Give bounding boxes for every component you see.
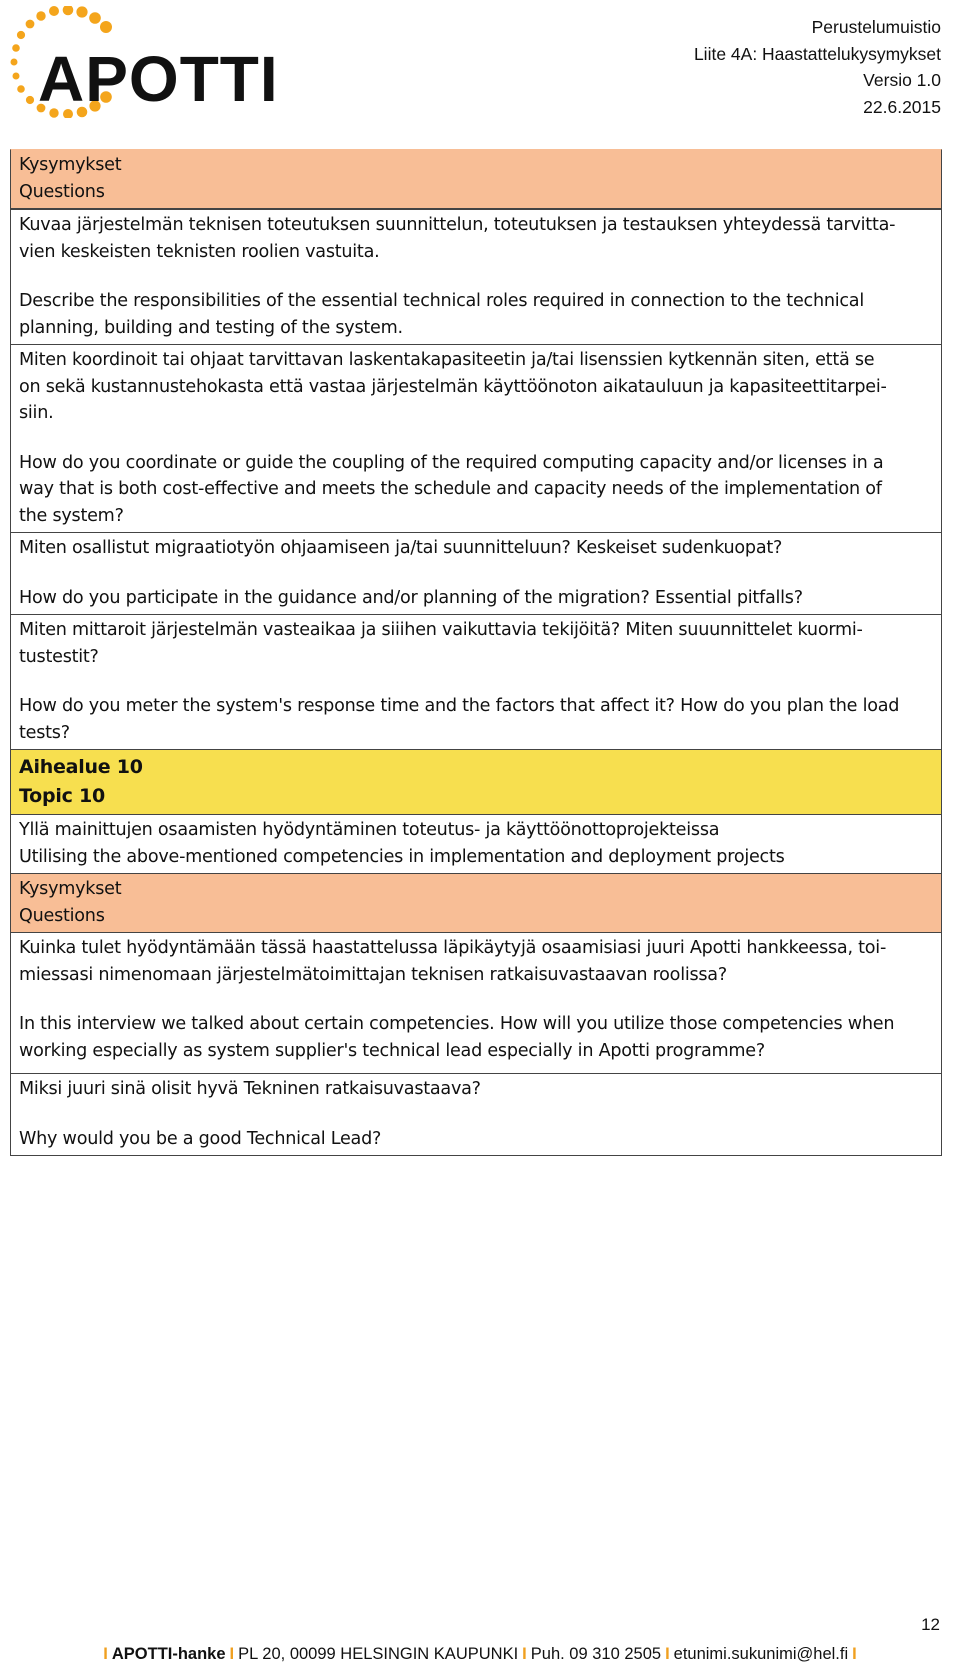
footer-separator: I [852, 1645, 857, 1663]
question-row [10, 533, 942, 615]
question-en-line: tests? [19, 722, 70, 743]
footer-phone: Puh. 09 310 2505 [530, 1645, 662, 1663]
footer-separator: I [522, 1645, 527, 1663]
version-label: Versio 1.0 [863, 70, 941, 90]
question-en-line: the system? [19, 505, 124, 526]
question-en-line: In this interview we talked about certain competencies. How will you utilize those competencies when [19, 1014, 895, 1034]
questions-header-row [10, 149, 942, 209]
questions-header-row [10, 874, 942, 933]
page-header [0, 0, 960, 140]
apotti-logo [8, 6, 279, 118]
logo-wordmark: APOTTI [38, 43, 279, 115]
question-row [10, 209, 942, 345]
topic-label-fi: Aihealue 10 [19, 756, 143, 778]
question-row [10, 1074, 942, 1156]
question-row [10, 345, 942, 533]
questions-label-en: Questions [19, 181, 105, 202]
topic-header-row [10, 750, 942, 815]
question-fi-line: Miten mittaroit järjestelmän vasteaikaa ja siiihen vaikuttavia tekijöitä? Miten suuunnittelet kuormi- [19, 620, 863, 640]
question-fi-line: miessasi nimenomaan järjestelmätoimittajan teknisen ratkaisuvastaavan roolissa? [19, 964, 727, 985]
question-en-line: way that is both cost-effective and meets the schedule and capacity needs of the implementation of [19, 479, 882, 499]
question-row [10, 933, 942, 1074]
question-en-line: working especially as system supplier's technical lead especially in Apotti programme? [19, 1040, 765, 1061]
footer-separator: I [103, 1645, 108, 1663]
question-en-line: planning, building and testing of the system. [19, 317, 403, 338]
question-fi-line: Kuinka tulet hyödyntämään tässä haastattelussa läpikäytyjä osaamisiasi juuri Apotti hankkeessa, toi- [19, 938, 887, 958]
topic-label-en: Topic 10 [19, 785, 105, 807]
questions-label-fi: Kysymykset [19, 155, 122, 175]
footer-email: etunimi.sukunimi@hel.fi [673, 1645, 849, 1663]
doc-title: Perustelumuistio [811, 17, 941, 37]
question-en-line: How do you participate in the guidance and/or planning of the migration? Essential pitfalls? [19, 587, 803, 608]
page-number: 12 [921, 1615, 940, 1634]
footer-separator: I [665, 1645, 670, 1663]
document-meta [694, 14, 941, 120]
date-label: 22.6.2015 [863, 96, 941, 117]
question-en-line: How do you meter the system's response time and the factors that affect it? How do you plan the load [19, 696, 900, 716]
question-en-line: Why would you be a good Technical Lead? [19, 1128, 382, 1149]
topic-description-fi: Yllä mainittujen osaamisten hyödyntäminen toteutus- ja käyttöönottoprojekteissa [19, 820, 720, 840]
question-fi-line: Kuvaa järjestelmän teknisen toteutuksen suunnittelun, toteutuksen ja testauksen yhteydessä tarvitta- [19, 215, 896, 235]
question-fi-line: vien keskeisten teknisten roolien vastuita. [19, 241, 380, 262]
question-fi-line: Miksi juuri sinä olisit hyvä Tekninen ratkaisuvastaava? [19, 1079, 481, 1099]
questions-label-en: Questions [19, 905, 105, 926]
questions-label-fi: Kysymykset [19, 879, 122, 899]
question-fi-line: tustestit? [19, 646, 99, 667]
topic-description-row [10, 815, 942, 874]
questions-table [10, 149, 942, 1156]
question-row [10, 615, 942, 750]
question-fi-line: Miten osallistut migraatiotyön ohjaamiseen ja/tai suunnitteluun? Keskeiset sudenkuopat? [19, 538, 783, 558]
appendix-title: Liite 4A: Haastattelukysymykset [693, 43, 941, 64]
footer-address: PL 20, 00099 HELSINGIN KAUPUNKI [238, 1645, 519, 1663]
footer-brand: APOTTI-hanke [111, 1645, 226, 1663]
footer-separator: I [229, 1645, 235, 1663]
question-fi-line: siin. [19, 403, 54, 423]
question-en-line: How do you coordinate or guide the coupling of the required computing capacity and/or licenses in a [19, 452, 884, 473]
question-fi-line: on sekä kustannustehokasta että vastaa järjestelmän käyttöönoton aikatauluun ja kapasiteettitarpei- [19, 376, 887, 397]
question-fi-line: Miten koordinoit tai ohjaat tarvittavan laskentakapasiteetin ja/tai lisenssien kytkennän siten, että se [19, 350, 875, 370]
question-en-line: Describe the responsibilities of the essential technical roles required in connection to the technical [19, 291, 864, 311]
topic-description-en: Utilising the above-mentioned competencies in implementation and deployment projects [19, 846, 785, 867]
page-footer [0, 1645, 960, 1664]
